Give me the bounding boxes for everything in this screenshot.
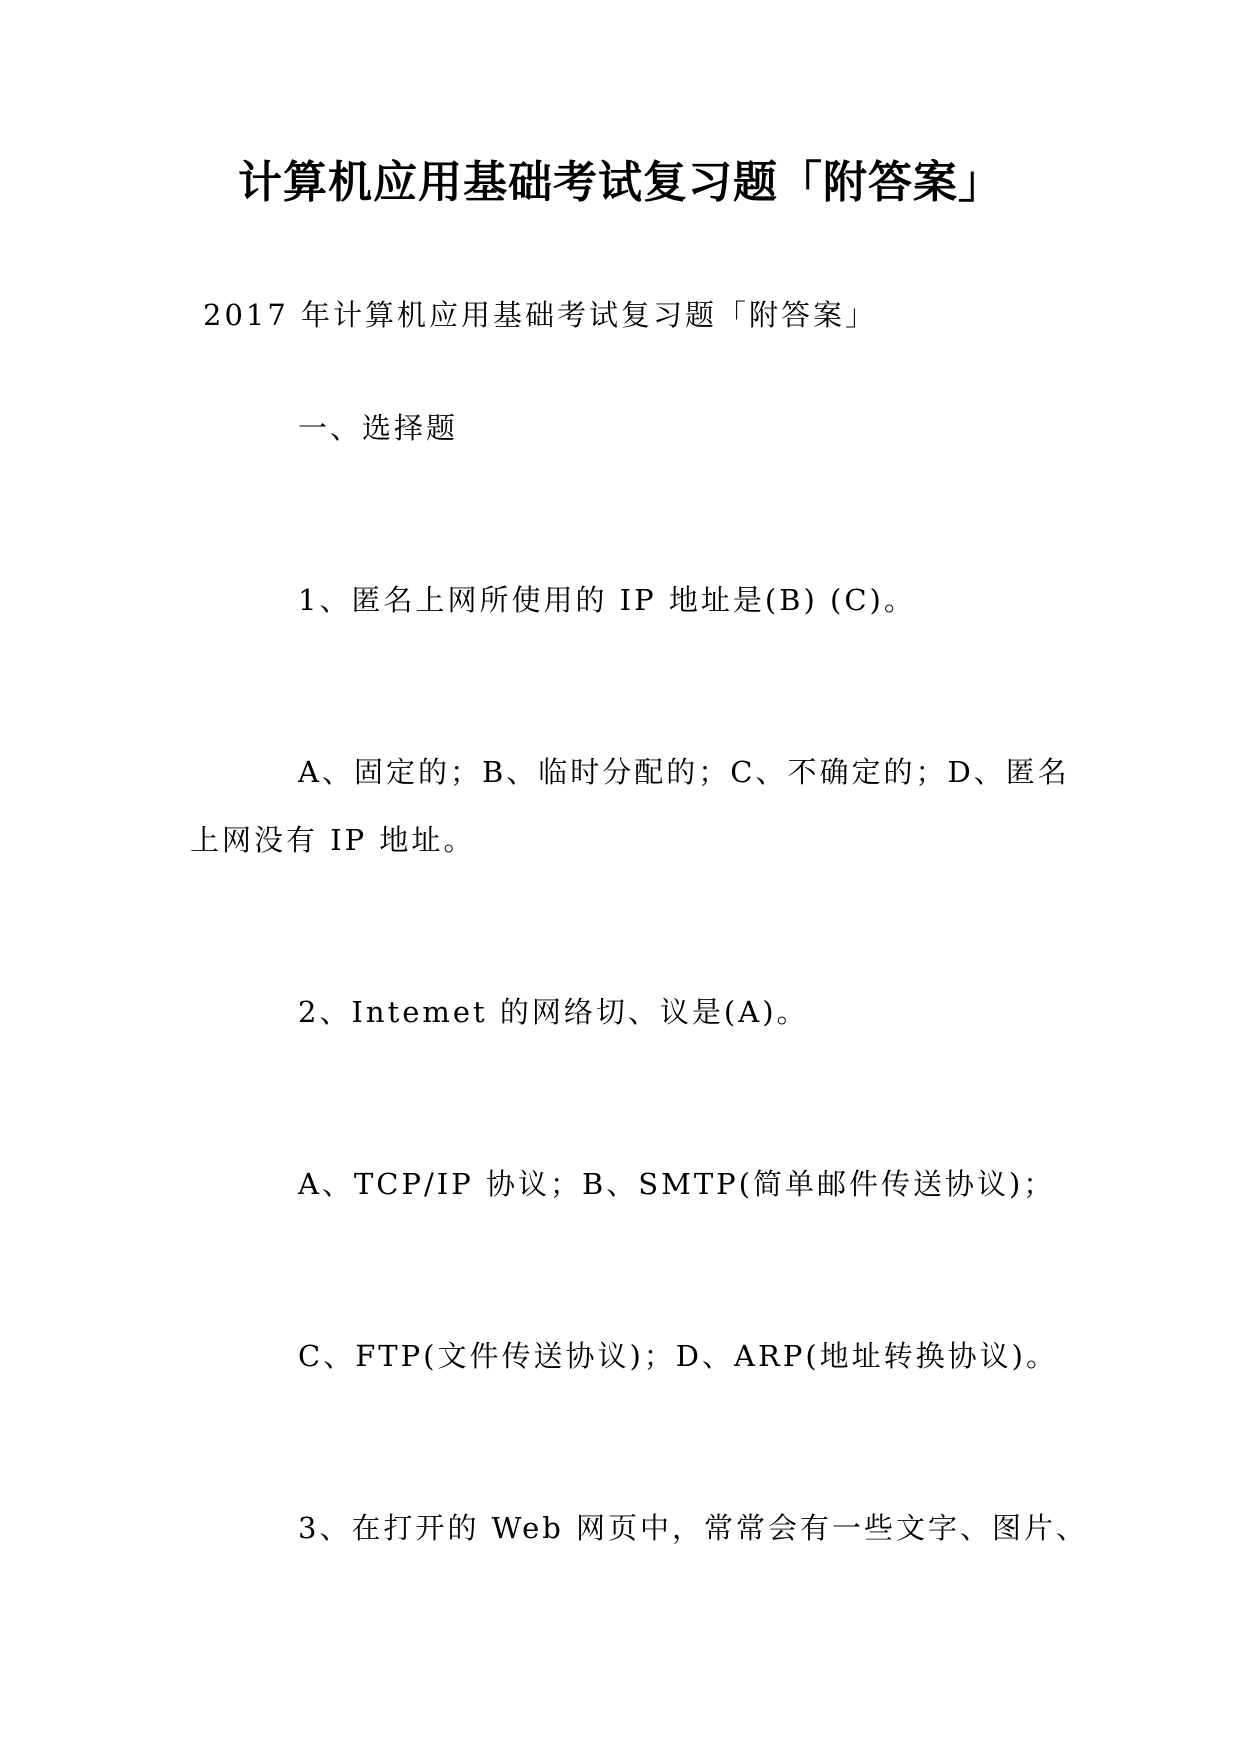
question-1-options: A、固定的；B、临时分配的；C、不确定的；D、匿名	[298, 755, 1070, 789]
question-2: 2、Intemet 的网络切、议是(A)。	[298, 995, 809, 1029]
question-2-options-continued: C、FTP(文件传送协议)；D、ARP(地址转换协议)。	[298, 1339, 1058, 1373]
document-subtitle: 2017 年计算机应用基础考试复习题「附答案」	[203, 298, 878, 332]
question-2-options: A、TCP/IP 协议；B、SMTP(简单邮件传送协议)；	[298, 1167, 1056, 1201]
question-1: 1、匿名上网所使用的 IP 地址是(B) (C)。	[298, 583, 916, 617]
question-3: 3、在打开的 Web 网页中，常常会有一些文字、图片、	[298, 1511, 1089, 1545]
question-1-options-continued: 上网没有 IP 地址。	[190, 823, 476, 857]
section-heading: 一、选择题	[298, 411, 459, 445]
document-title: 计算机应用基础考试复习题「附答案」	[238, 157, 1003, 208]
